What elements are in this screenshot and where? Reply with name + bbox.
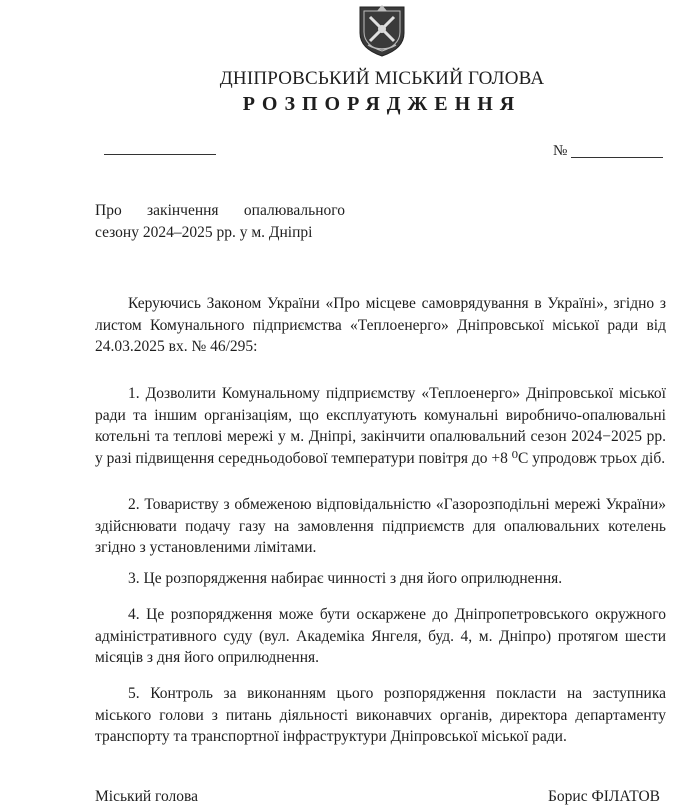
date-blank-line [104,154,216,155]
city-coat-of-arms-icon [358,3,406,57]
clause-2: 2. Товариству з обмеженою відповідальністю «Газорозподільні мережі України» здійснювати подачу газу на замовлення підприємств для опалювальних котелень згідно з установленими лімітами. [95,496,666,556]
issuing-authority: ДНІПРОВСЬКИЙ МІСЬКИЙ ГОЛОВА [219,68,545,89]
document-type: РОЗПОРЯДЖЕННЯ [242,93,522,115]
document-subject: Про закінчення опалювального сезону 2024–2025 рр. у м. Дніпрі [95,202,345,241]
clause-4: 4. Це розпорядження може бути оскаржене до Дніпропетровського окружного адміністративного суду (вул. Академіка Янгеля, буд. 4, м. Дніпро) протягом шести місяців з дня його оприлюднення. [95,606,666,666]
clause-5: 5. Контроль за виконанням цього розпорядження покласти на заступника міського голови з питань діяльності виконавчих органів, директора департаменту транспорту та транспортної інфраструктури Дніпровської міської ради. [95,685,666,745]
clause-3: 3. Це розпорядження набирає чинності з дня його оприлюднення. [128,570,563,587]
clause-1: 1. Дозволити Комунальному підприємству «Теплоенерго» Дніпровської міської ради та іншим організаціям, що експлуатують комунальні виробничо-опалювальні котельні та теплові мережі у м. Дніпрі, закінчити опалювальний сезон 2024−2025 рр. у разі підвищення середньодобової температури повітря до +8 ⁰С упродовж трьох діб. [95,385,666,467]
document-number [553,143,663,160]
signatory-title: Міський голова [95,788,199,805]
preamble-paragraph: Керуючись Законом України «Про місцеве самоврядування в Україні», згідно з листом Комунального підприємства «Теплоенерго» Дніпровської міської ради від 24.03.2025 вх. № 46/295: [95,295,666,355]
number-prefix: № [553,143,568,159]
number-blank-line [571,157,663,158]
signatory-name: Борис ФІЛАТОВ [548,788,660,805]
